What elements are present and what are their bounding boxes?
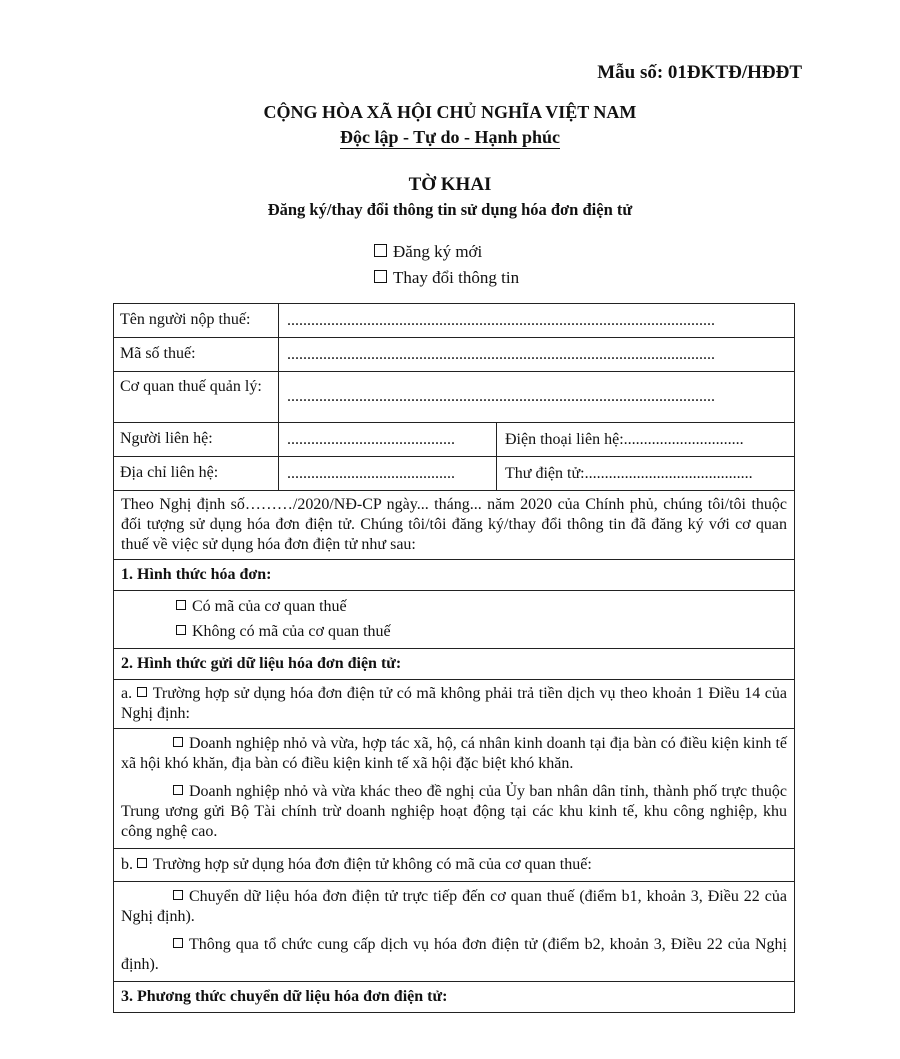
contact-person-label: Người liên hệ:: [114, 423, 279, 456]
tax-code-row: [114, 337, 794, 371]
checkbox-with-code[interactable]: [176, 600, 186, 610]
section2-b1-text: Chuyển dữ liệu hóa đơn điện tử trực tiếp đến cơ quan thuế (điểm b1, khoản 3, Điều 22 của Nghị định).: [121, 888, 787, 925]
contact-person-field[interactable]: ..........................................: [279, 423, 497, 456]
email-value[interactable]: ..........................................: [584, 464, 753, 482]
address-label: Địa chỉ liên hệ:: [114, 457, 279, 490]
motto-text: Độc lập - Tự do - Hạnh phúc: [339, 127, 561, 147]
section2-a2-option[interactable]: [114, 778, 794, 848]
tax-office-field[interactable]: ...........................................................................................................: [287, 388, 715, 405]
change-info-option[interactable]: [374, 268, 519, 288]
section2-a-options-row: [114, 728, 794, 848]
address-row: [114, 456, 794, 490]
without-code-label: Không có mã của cơ quan thuế: [192, 623, 391, 640]
phone-field[interactable]: [497, 423, 794, 456]
tax-office-row: [114, 371, 794, 422]
section2-b2-text: Thông qua tổ chức cung cấp dịch vụ hóa đơn điện tử (điểm b2, khoản 3, Điều 22 của Nghị định).: [121, 936, 787, 973]
phone-label: Điện thoại liên hệ:: [505, 430, 624, 448]
section2-b-text: Trường hợp sử dụng hóa đơn điện tử không có mã của cơ quan thuế:: [153, 856, 592, 873]
section2-b-paragraph: [114, 849, 599, 881]
section2-b1-option[interactable]: [114, 882, 794, 931]
address-field[interactable]: ..........................................: [279, 457, 497, 490]
contact-person-row: [114, 422, 794, 456]
section2-b2-option[interactable]: [114, 931, 794, 981]
taxpayer-name-field[interactable]: ...........................................................................................................: [287, 311, 715, 329]
section3-title: 3. Phương thức chuyển dữ liệu hóa đơn điện tử:: [121, 988, 448, 1005]
email-label: Thư điện tử:: [505, 464, 585, 482]
taxpayer-name-label: Tên người nộp thuế:: [114, 304, 279, 337]
section2-a-row: [114, 679, 794, 728]
checkbox-section2-a1[interactable]: [173, 737, 183, 747]
document-subtitle: Đăng ký/thay đổi thông tin sử dụng hóa đơn điện tử: [267, 200, 633, 219]
intro-paragraph: Theo Nghị định số………/2020/NĐ-CP ngày... tháng... năm 2020 của Chính phủ, chúng tôi/tôi thuộc đối tượng sử dụng hóa đơn điện tử. Chúng tôi/tôi đăng ký/thay đổi thông tin đã đăng ký với cơ quan thuế về việc sử dụng hóa đơn điện tử như sau:: [121, 496, 787, 553]
email-field[interactable]: [497, 457, 794, 490]
phone-value[interactable]: ..............................: [623, 430, 744, 448]
taxpayer-name-row: [114, 304, 794, 337]
checkbox-section2-a[interactable]: [137, 687, 147, 697]
tax-code-field[interactable]: ...........................................................................................................: [287, 345, 715, 363]
section2-title: 2. Hình thức gửi dữ liệu hóa đơn điện tử:: [121, 655, 402, 672]
section2-a1-text: Doanh nghiệp nhỏ và vừa, hợp tác xã, hộ, cá nhân kinh doanh tại địa bàn có điều kiện kinh tế xã hội khó khăn, địa bàn có điều kiện kinh tế xã hội đặc biệt khó khăn.: [121, 735, 787, 772]
section2-a-paragraph: [114, 680, 794, 728]
checkbox-section2-b1[interactable]: [173, 890, 183, 900]
section2-a-options: [114, 729, 794, 848]
section2-a2-text: Doanh nghiệp nhỏ và vừa khác theo đề nghị của Ủy ban nhân dân tỉnh, thành phố trực thuộc Trung ương gửi Bộ Tài chính trừ doanh nghiệp hoạt động tại các khu kinh tế, khu công nghiệp, khu công nghệ cao.: [121, 783, 787, 840]
section2-b-prefix: b.: [121, 856, 133, 873]
checkbox-without-code[interactable]: [176, 625, 186, 635]
section2-a-prefix: a.: [121, 685, 133, 702]
change-info-label: Thay đổi thông tin: [393, 268, 520, 287]
intro-row: [114, 490, 794, 559]
tax-office-label: Cơ quan thuế quản lý:: [114, 372, 279, 422]
section1-options: [114, 591, 398, 648]
declaration-table: [113, 303, 795, 1013]
section3-header-row: [114, 981, 794, 1012]
register-new-option[interactable]: [374, 242, 482, 262]
document-title: TỜ KHAI: [408, 174, 492, 195]
section2-b-row: [114, 848, 794, 881]
checkbox-section2-b2[interactable]: [173, 938, 183, 948]
form-code: Mẫu số: 01ĐKTĐ/HĐĐT: [597, 62, 802, 83]
without-code-option[interactable]: [176, 619, 391, 644]
section2-a-text: Trường hợp sử dụng hóa đơn điện tử có mã không phải trả tiền dịch vụ theo khoản 1 Điều 14 của Nghị định:: [121, 685, 787, 722]
nation-heading: CỘNG HÒA XÃ HỘI CHỦ NGHĨA VIỆT NAM: [263, 102, 637, 122]
section1-header-row: [114, 559, 794, 590]
checkbox-change-info[interactable]: [374, 270, 387, 283]
with-code-label: Có mã của cơ quan thuế: [192, 598, 347, 615]
section2-b-options: [114, 882, 794, 981]
tax-code-label: Mã số thuế:: [114, 338, 279, 371]
section1-title: 1. Hình thức hóa đơn:: [121, 566, 272, 583]
section1-options-row: [114, 590, 794, 648]
checkbox-register-new[interactable]: [374, 244, 387, 257]
motto: [0, 127, 900, 148]
section2-a1-option[interactable]: [114, 729, 794, 778]
with-code-option[interactable]: [176, 594, 391, 619]
register-new-label: Đăng ký mới: [393, 242, 483, 261]
checkbox-section2-b[interactable]: [137, 858, 147, 868]
section2-b-options-row: [114, 881, 794, 981]
section2-header-row: [114, 648, 794, 679]
checkbox-section2-a2[interactable]: [173, 785, 183, 795]
